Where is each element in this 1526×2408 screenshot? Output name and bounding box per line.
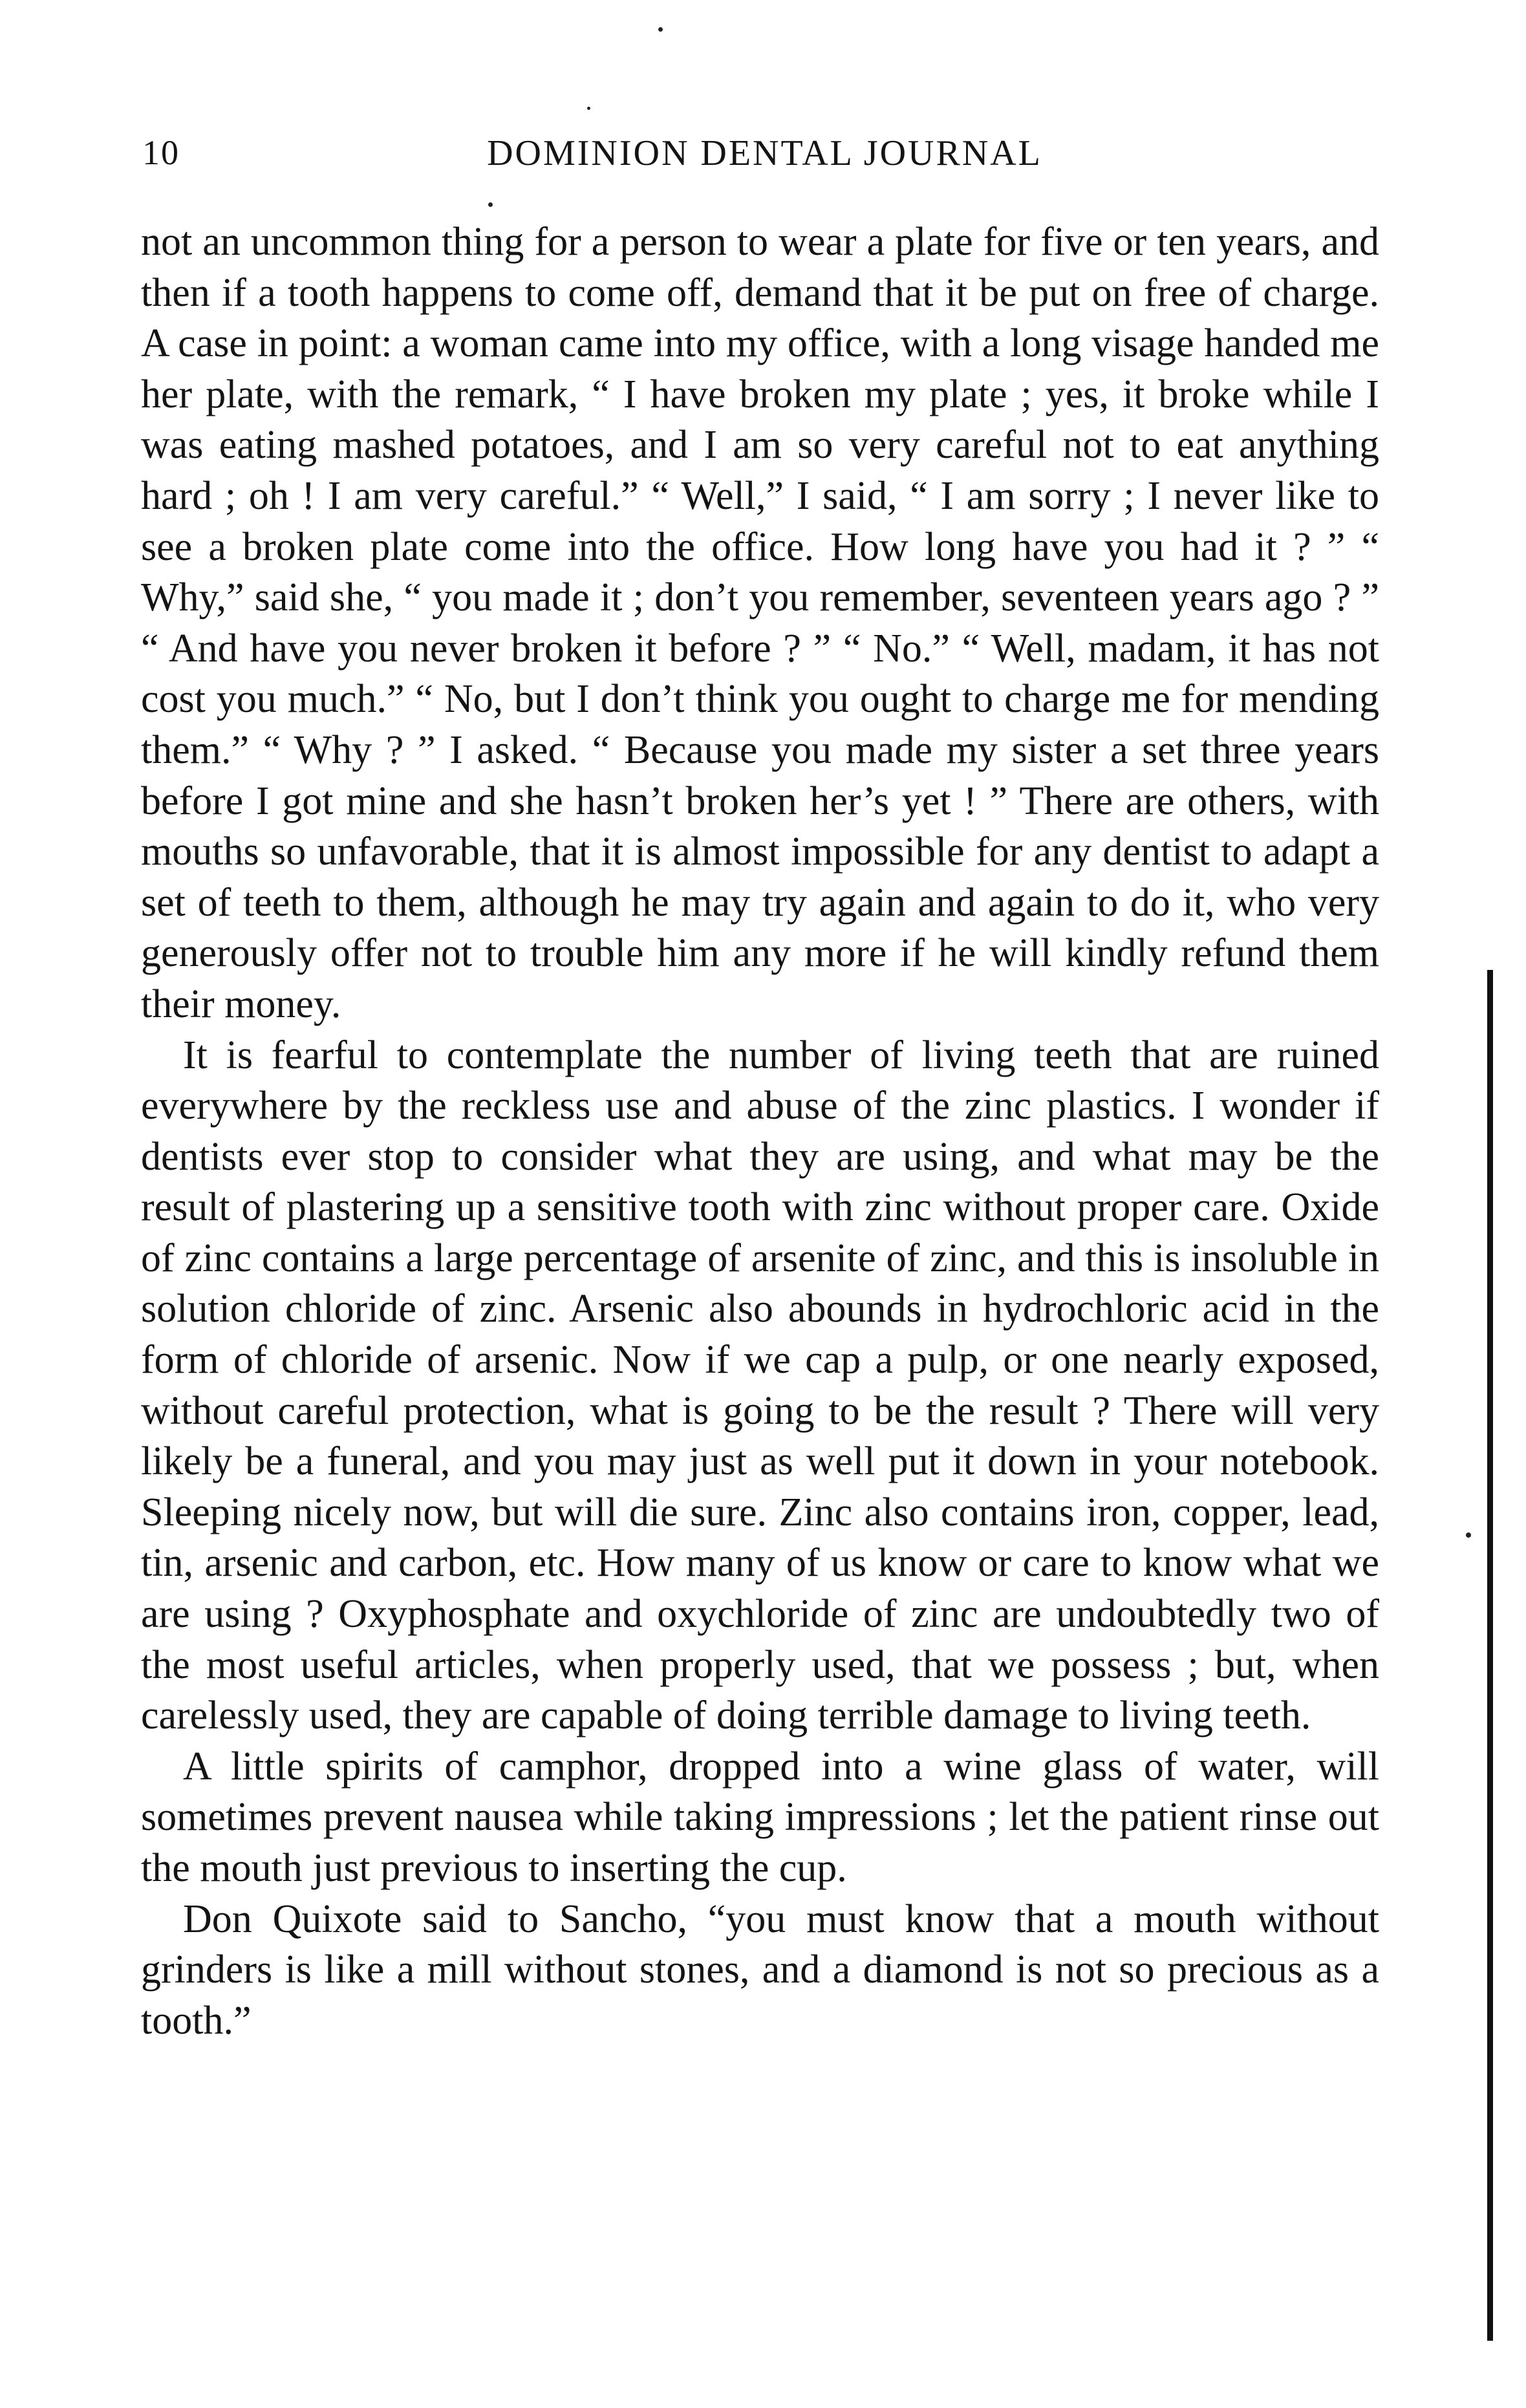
paragraph-zinc-plastics: It is fearful to contemplate the number of living teeth that are ruined everywhere by the reckless use and abuse of the zinc plastics. I wonder if dentists ever stop to consider what they are using, and what may be the result of plastering up a sensitive tooth with zinc without proper care. Oxide of zinc contains a large percentage of arsenite of zinc, and this is insoluble in solution chloride of zinc. Arsenic also abounds in hydrochloric acid in the form of chloride of arsenic. Now if we cap a pulp, or one nearly exposed, without careful protection, what is going to be the result ? There will very likely be a funeral, and you may just as well put it down in your notebook. Sleeping nicely now, but will die sure. Zinc also contains iron, copper, lead, tin, arsenic and carbon, etc. How many of us know or care to know what we are using ? Oxyphosphate and oxychloride of zinc are undoubtedly two of the most useful articles, when properly used, that we possess ; but, when carelessly used, they are capable of doing terrible damage to living teeth.: [141, 1033, 1379, 1738]
print-speck: [587, 107, 590, 110]
page-header: [142, 133, 1387, 194]
running-title: DOMINION DENTAL JOURNAL: [487, 133, 1042, 173]
paragraph-don-quixote: Don Quixote said to Sancho, “you must know that a mouth without grinders is like a mill without stones, and a diamond is not so precious as a tooth.”: [141, 1897, 1379, 2043]
article-body: [141, 217, 1379, 2046]
print-speck: [488, 202, 493, 207]
paragraph-camphor: A little spirits of camphor, dropped into a wine glass of water, will sometimes prevent nausea while taking impressions ; let the patient rinse out the mouth just previous to inserting the cup.: [141, 1744, 1379, 1890]
page-edge-rule: [1487, 970, 1493, 2341]
page-number: 10: [142, 133, 180, 172]
print-speck: [658, 27, 663, 32]
print-speck: [1466, 1532, 1471, 1538]
paragraph-continued: not an uncommon thing for a person to wear a plate for five or ten years, and then if a tooth happens to come off, demand that it be put on free of charge. A case in point: a woman came into my office, with a long visage handed me her plate, with the remark, “ I have broken my plate ; yes, it broke while I was eating mashed potatoes, and I am so very careful not to eat anything hard ; oh ! I am very careful.” “ Well,” I said, “ I am sorry ; I never like to see a broken plate come into the office. How long have you had it ? ” “ Why,” said she, “ you made it ; don’t you remember, seventeen years ago ? ” “ And have you never broken it before ? ” “ No.” “ Well, madam, it has not cost you much.” “ No, but I don’t think you ought to charge me for mending them.” “ Why ? ” I asked. “ Because you made my sister a set three years before I got mine and she hasn’t broken her’s yet ! ” There are others, with mouths so unfavorable, that it is almost impossible for any dentist to adapt a set of teeth to them, although he may try again and again to do it, who very generously offer not to trouble him any more if he will kindly refund them their money.: [141, 220, 1379, 1026]
